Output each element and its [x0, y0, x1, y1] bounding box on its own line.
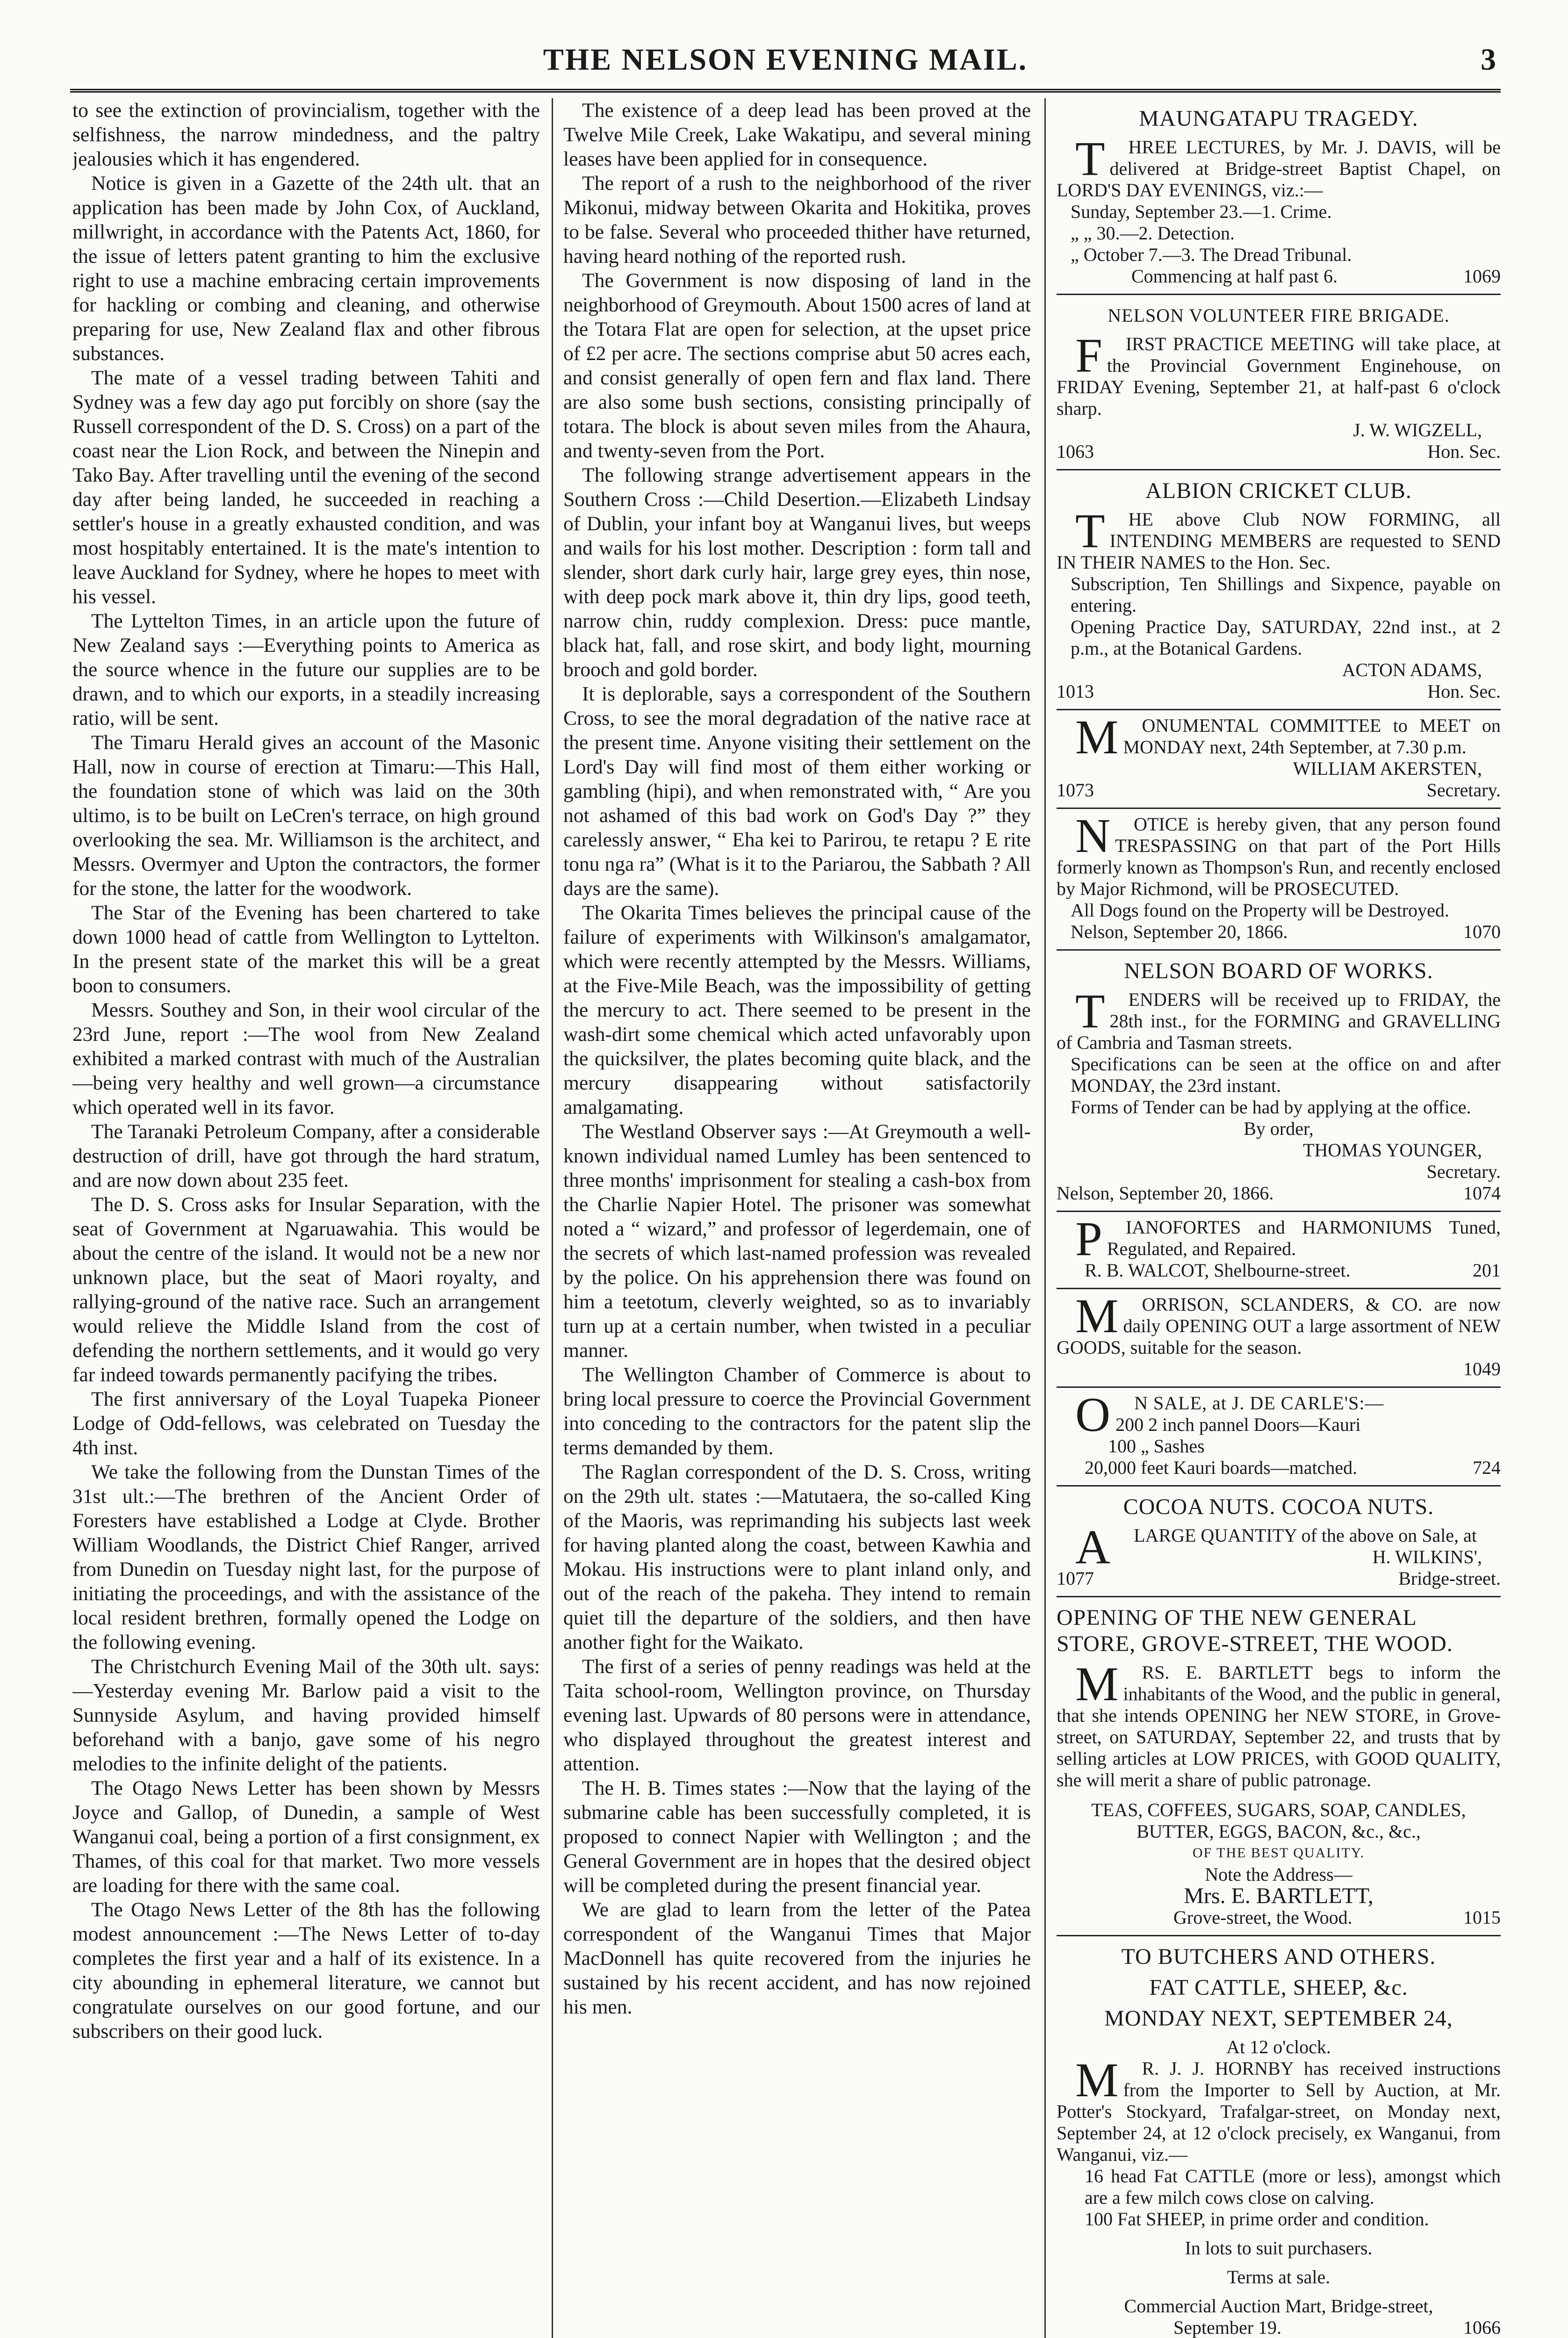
ad-footer: [1057, 266, 1501, 287]
drop-cap: N: [1075, 809, 1111, 863]
ad-morrison-sclanders: [1057, 1289, 1501, 1388]
ad-ref-number: 1049: [1463, 1358, 1501, 1379]
drop-cap: F: [1075, 329, 1102, 382]
advertisements-column: [1057, 98, 1501, 2338]
ad-line: 200 2 inch pannel Doors—Kauri: [1115, 1414, 1361, 1435]
ad-body: [1057, 1212, 1501, 1266]
ad-text: ORRISON, SCLANDERS, & CO. are now daily OPENING OUT a large assortment of NEW GOODS, suitable for the season.: [1057, 1294, 1501, 1358]
ad-text: ENDERS will be received up to FRIDAY, the 28th inst., for the FORMING and GRAVELLING of Cambria and Tasman streets.: [1057, 989, 1501, 1053]
news-paragraph: The first anniversary of the Loyal Tuapeka Pioneer Lodge of Odd-fellows, was celebrated on Tuesday the 4th inst.: [72, 1388, 540, 1459]
ad-line: All Dogs found on the Property will be Destroyed.: [1071, 900, 1449, 921]
drop-cap: T: [1075, 132, 1105, 186]
ad-line: 100 „ Sashes: [1108, 1436, 1205, 1457]
news-paragraph: The Star of the Evening has been chartered to take down 1000 head of cattle from Wellington to Lyttelton. In the present state of the market this will be a great boon to consumers.: [72, 902, 540, 997]
ad-line: 16 head Fat CATTLE (more or less), amongst which are a few milch cows close on calving.: [1085, 2165, 1501, 2208]
ad-body: [1057, 1289, 1501, 1358]
ad-ref-number: 1077: [1057, 1568, 1094, 1589]
column-divider: [552, 98, 553, 2338]
ad-heading: MAUNGATAPU TRAGEDY.: [1139, 106, 1418, 131]
column-divider: [1044, 98, 1046, 2338]
ad-text: R. J. J. HORNBY has received instructions from the Importer to Sell by Auction, at Mr. Potter's Stockyard, Trafalgar-street, on Monday next, September 24, at 12 o'clock precisely, ex Wanganui, from Wanganui, viz.—: [1057, 2058, 1501, 2165]
ad-ref-number: 724: [1473, 1457, 1501, 1478]
news-paragraph: Notice is given in a Gazette of the 24th ult. that an application has been made by John Cox, of Auckland, millwright, in accordance with the Patents Act, 1860, for the issue of letters patent granting to him the exclusive right to use a machine embracing certain improvements for hackling or combing and cleaning, and otherwise preparing for use, New Zealand flax and other fibrous substances.: [72, 172, 540, 365]
ad-signer: H. WILKINS',: [1372, 1546, 1482, 1567]
drop-cap: P: [1075, 1212, 1102, 1266]
ad-heading: TO BUTCHERS AND OTHERS.: [1121, 1944, 1436, 1969]
ad-text: LARGE QUANTITY of the above on Sale, at: [1134, 1525, 1477, 1546]
news-paragraph: The Raglan correspondent of the D. S. Cross, writing on the 29th ult. states :—Matutaera, the so-called King of the Maoris, was reprimanding his subjects last week for having planted along the coast, between Kawhia and Mokau. His instructions were to plant inland only, and out of the reach of the pakeha. They intend to remain quiet till the departure of the soldiers, and then have another fight for the Waikato.: [563, 1461, 1031, 1653]
lecture-line: „ „ 30.—2. Detection.: [1071, 223, 1235, 244]
ad-signer-title: Hon. Sec.: [1427, 441, 1501, 462]
ad-footer: [1057, 1260, 1501, 1281]
news-paragraph: The Timaru Herald gives an account of the Masonic Hall, now in course of erection at Timaru:—This Hall, the foundation stone of which was laid on the 30th ultimo, is to be built on LeCren's terrace, on high ground overlooking the sea. Mr. Williamson is the architect, and Messrs. Overmyer and Upton the contractors, the former for the stone, the latter for the woodwork.: [72, 731, 540, 900]
ad-line: Specifications can be seen at the office on and after MONDAY, the 23rd instant.: [1071, 1054, 1501, 1096]
ad-heading: COCOA NUTS. COCOA NUTS.: [1123, 1494, 1434, 1519]
ad-lots: In lots to suit purchasers.: [1185, 2237, 1373, 2259]
ad-text: RS. E. BARTLETT begs to inform the inhabitants of the Wood, and the public in general, that she intends OPENING her NEW STORE, in Grove-street, on SATURDAY, September 22, and trusts that by selling articles at LOW PRICES, with GOOD QUALITY, she will merit a share of public patronage.: [1057, 1662, 1501, 1790]
ad-footer: [1057, 441, 1501, 462]
ad-line: Subscription, Ten Shillings and Sixpence, payable on entering.: [1071, 573, 1501, 616]
news-paragraph: The following strange advertisement appears in the Southern Cross :—Child Desertion.—Elizabeth Lindsay of Dublin, your infant boy at Wanganui lives, but weeps and wails for his lost mother. Description : form tall and slender, short dark curly hair, large grey eyes, thin nose, with deep pock mark above it, thin dry lips, good teeth, narrow chin, ruddy complexion. Dress: puce mantle, black hat, fall, and rose skirt, and body light, mourning brooch and gold border.: [563, 464, 1031, 681]
page-number: 3: [1481, 43, 1496, 77]
ad-heading: OPENING OF THE NEW GENERAL STORE, GROVE-STREET, THE WOOD.: [1057, 1605, 1453, 1656]
ad-heading: ALBION CRICKET CLUB.: [1145, 478, 1412, 503]
ad-date: September 19.: [1173, 2317, 1282, 2338]
ad-ref-number: 1070: [1463, 921, 1501, 942]
ad-signer: ACTON ADAMS,: [1342, 659, 1482, 680]
ad-heading: NELSON VOLUNTEER FIRE BRIGADE.: [1108, 305, 1450, 326]
ad-name: Mrs. E. BARTLETT,: [1184, 1883, 1374, 1908]
drop-cap: M: [1075, 1289, 1119, 1343]
ad-ref-number: 1074: [1463, 1183, 1501, 1204]
drop-cap: M: [1075, 2053, 1119, 2107]
news-paragraph: The existence of a deep lead has been proved at the Twelve Mile Creek, Lake Wakatipu, and several mining leases have been applied for in consequence.: [563, 99, 1031, 170]
ad-footer: [1057, 1457, 1501, 1479]
news-paragraph: It is deplorable, says a correspondent of the Southern Cross, to see the moral degradation of the native race at the present time. Anyone visiting their settlement on the Lord's Day will find most of them either working or gambling (hipi), and when remonstrated with, “ Are you not ashamed of this bad work on God's Day ?” they carelessly answer, “ Eha kei to Parirou, te retapu ? E rite tonu nga ra” (What is it to the Pariarou, the Sabbath ? All days are the same).: [563, 683, 1031, 900]
ad-body: [1057, 132, 1501, 201]
ad-de-carle: [1057, 1388, 1501, 1487]
news-paragraph: We take the following from the Dunstan Times of the 31st ult.:—The brethren of the Ancient Order of Foresters have established a Lodge at Clyde. Brother William Woodlands, the District Chief Ranger, arrived from Dunedin on Tuesday night last, for the purpose of initiating the proceedings, and with the assistance of the local resident brethren, formally opened the Lodge on the following evening.: [72, 1461, 540, 1653]
ad-bartlett-store: [1057, 1597, 1501, 1936]
ad-text: N SALE, at J. DE CARLE'S:—: [1134, 1393, 1384, 1414]
ad-line: 100 Fat SHEEP, in prime order and condition.: [1085, 2208, 1429, 2230]
news-paragraph: to see the extinction of provincialism, together with the selfishness, the narrow mindedness, and the paltry jealousies which it has engendered.: [72, 99, 540, 170]
news-paragraph: The Lyttelton Times, in an article upon the future of New Zealand says :—Everything points to America as the source whence in the future our supplies are to be drawn, and to which our exports, in a steadily increasing ratio, will be sent.: [72, 610, 540, 729]
ad-subheading: MONDAY NEXT, SEPTEMBER 24,: [1104, 2006, 1453, 2031]
ad-signer: R. B. WALCOT, Shelbourne-street.: [1085, 1260, 1351, 1281]
ad-signer-title: Hon. Sec.: [1427, 681, 1501, 702]
news-paragraph: The Okarita Times believes the principal cause of the failure of experiments with Wilkinson's amalgamator, which were recently attempted by the Messrs. Williams, at the Five-Mile Beach, was the impossibility of getting the mercury to act. There seemed to be present in the wash-dirt some chemical which acted unfavorably upon the quicksilver, the plates becoming quite black, and the mercury disappearing without satisfactorily amalgamating.: [563, 902, 1031, 1118]
ad-goods: TEAS, COFFEES, SUGARS, SOAP, CANDLES, BUTTER, EGGS, BACON, &c., &c.,: [1091, 1799, 1466, 1842]
news-paragraph: The Christchurch Evening Mail of the 30th ult. says:—Yesterday evening Mr. Barlow paid a visit to the Sunnyside Asylum, and having provided himself beforehand with a banjo, gave some of his negro melodies to the infinite delight of the patients.: [72, 1655, 540, 1775]
newspaper-title: THE NELSON EVENING MAIL.: [543, 43, 1028, 77]
ad-text: ONUMENTAL COMMITTEE to MEET on MONDAY next, 24th September, at 7.30 p.m.: [1123, 715, 1501, 758]
news-paragraph: The mate of a vessel trading between Tahiti and Sydney was a few day ago put forcibly on shore (say the Russell correspondent of the D. S. Cross) on a part of the coast near the Lion Rock, and between the Ninepin and Tako Bay. After travelling until the evening of the second day after being landed, he succeeded in reaching a settler's house in a greatly exhausted condition, and was most hospitably entertained. It is the mate's intention to leave Auckland for Sydney, where he hopes to meet with his vessel.: [72, 367, 540, 608]
news-column-2: [563, 98, 1031, 2338]
ad-body: [1057, 809, 1501, 900]
ad-pianofortes: [1057, 1212, 1501, 1289]
ad-address: Grove-street, the Wood.: [1173, 1907, 1352, 1928]
ad-hornby-auction: [1057, 1936, 1501, 2338]
ad-line: 20,000 feet Kauri boards—matched.: [1085, 1457, 1358, 1478]
ad-ref-number: 1073: [1057, 779, 1094, 801]
drop-cap: T: [1075, 504, 1105, 558]
ad-ref-number: 1015: [1463, 1907, 1501, 1928]
ad-time: At 12 o'clock.: [1226, 2036, 1331, 2057]
news-paragraph: The report of a rush to the neighborhood of the river Mikonui, midway between Okarita and Hokitika, proves to be false. Several who proceeded thither have returned, having heard nothing of the reported rush.: [563, 172, 1031, 267]
ad-text: IANOFORTES and HARMONIUMS Tuned, Regulated, and Repaired.: [1107, 1217, 1501, 1259]
ad-signer: J. W. WIGZELL,: [1353, 419, 1482, 440]
news-paragraph: The Taranaki Petroleum Company, after a considerable destruction of drill, have got through the hard stratum, and are now down about 235 feet.: [72, 1120, 540, 1191]
ad-maungatapu-tragedy: [1057, 98, 1501, 295]
news-column-1: [72, 98, 540, 2338]
news-paragraph: We are glad to learn from the letter of the Patea correspondent of the Wanganui Times that Major MacDonnell has quite recovered from the injuries he sustained by his recent accident, and has now rejoined his men.: [563, 1898, 1031, 2018]
ad-mart: Commercial Auction Mart, Bridge-street,: [1124, 2295, 1433, 2316]
ad-signer: WILLIAM AKERSTEN,: [1293, 758, 1482, 779]
ad-quality: OF THE BEST QUALITY.: [1192, 1845, 1365, 1861]
news-paragraph: The Government is now disposing of land in the neighborhood of Greymouth. About 1500 acres of land at the Totara Flat are open for selection, at the upset price of £2 per acre. The sections comprise abut 50 acres each, and consist generally of open fern and flax land. There are also some bush sections, consisting principally of totara. The block is about seven miles from the Ahaura, and twenty-seven from the Port.: [563, 269, 1031, 462]
ad-body: [1057, 1657, 1501, 1791]
ad-body: [1057, 984, 1501, 1054]
ad-text: HE above Club NOW FORMING, all INTENDING MEMBERS are requested to SEND IN THEIR NAMES to the Hon. Sec.: [1057, 509, 1501, 573]
news-paragraph: Messrs. Southey and Son, in their wool circular of the 23rd June, report :—The wool from New Zealand exhibited a marked contrast with much of the Australian—being very healthy and well grown—a circumstance which operated well in its favor.: [72, 999, 540, 1118]
news-paragraph: The H. B. Times states :—Now that the laying of the submarine cable has been successfully completed, it is proposed to connect Napier with Wellington ; and the General Government are in hopes that the desired object will be completed during the present financial year.: [563, 1777, 1031, 1897]
ad-footer-text: Commencing at half past 6.: [1131, 266, 1338, 287]
ad-date: Nelson, September 20, 1866.: [1057, 1183, 1274, 1204]
ad-line: Opening Practice Day, SATURDAY, 22nd inst., at 2 p.m., at the Botanical Gardens.: [1071, 616, 1501, 659]
ad-order: By order,: [1244, 1118, 1314, 1139]
ad-ref-number: 1066: [1463, 2317, 1501, 2338]
ad-line: Forms of Tender can be had by applying at the office.: [1071, 1097, 1471, 1118]
ad-footer: [1057, 2317, 1501, 2338]
ad-footer: [1057, 779, 1501, 801]
news-paragraph: The Westland Observer says :—At Greymouth a well-known individual named Lumley has been sentenced to three months' imprisonment for stealing a cash-box from the Charlie Napier Hotel. The prisoner was somewhat noted a “ wizard,” and professor of legerdemain, one of the secrets of which last-named profession was revealed by the police. On his apprehension there was found on him a teetotum, cleverly weighted, so as to invariably turn up at a certain number, when twisted in a peculiar manner.: [563, 1120, 1031, 1362]
ad-text: IRST PRACTICE MEETING will take place, at the Provincial Government Enginehouse, on FRIDAY Evening, September 21, at half-past 6 o'clock sharp.: [1057, 333, 1501, 419]
ad-footer: [1057, 681, 1501, 702]
lecture-line: „ October 7.—3. The Dread Tribunal.: [1071, 244, 1352, 265]
ad-body: [1057, 504, 1501, 573]
ad-signer-title: Bridge-street.: [1398, 1568, 1501, 1589]
ad-footer: [1057, 1183, 1501, 1204]
news-paragraph: The first of a series of penny readings was held at the Taita school-room, Wellington province, on Thursday evening last. Upwards of 80 persons were in attendance, who displayed throughout the greatest interest and attention.: [563, 1655, 1031, 1775]
ad-ref-number: 1069: [1463, 266, 1501, 287]
ad-cocoa-nuts: [1057, 1487, 1501, 1597]
ad-text: OTICE is hereby given, that any person found TRESPASSING on that part of the Port Hills formerly known as Thompson's Run, and recently enclosed by Major Richmond, will be PROSECUTED.: [1057, 814, 1501, 899]
ad-footer: [1057, 1568, 1501, 1589]
news-paragraph: The Otago News Letter has been shown by Messrs Joyce and Gallop, of Dunedin, a sample of West Wanganui coal, being a portion of a first consignment, ex Thames, of this coal for that market. Two more vessels are loading for there with the same coal.: [72, 1777, 540, 1897]
ad-monumental-committee: [1057, 710, 1501, 809]
ad-footer: [1057, 1907, 1501, 1928]
ad-signer: THOMAS YOUNGER,: [1303, 1140, 1482, 1161]
ad-note: Note the Address—: [1205, 1864, 1352, 1885]
drop-cap: T: [1075, 984, 1105, 1038]
ad-ref-number: 201: [1473, 1260, 1501, 1281]
ad-date: Nelson, September 20, 1866.: [1071, 921, 1288, 942]
drop-cap: M: [1075, 1657, 1119, 1711]
ad-body: [1057, 2053, 1501, 2165]
masthead: [70, 19, 1501, 93]
ad-ref-number: 1063: [1057, 441, 1094, 462]
news-paragraph: The Otago News Letter of the 8th has the following modest announcement :—The News Letter of to-day completes the first year and a half of its existence. In a city abounding in ephemeral literature, we cannot but congratulate ourselves on our good fortune, and our subscribers on their good luck.: [72, 1898, 540, 2042]
news-paragraph: The D. S. Cross asks for Insular Separation, with the seat of Government at Ngaruawahia. This would be about the centre of the island. It would not be a new nor unknown place, but the seat of Maori royalty, and rallying-ground of the native race. Such an arrangement would relieve the Middle Island from the cost of defending the northern settlements, and it would go very far indeed towards permanently pacifying the tribes.: [72, 1193, 540, 1386]
ad-cricket-club: [1057, 470, 1501, 710]
ad-fire-brigade: [1057, 295, 1501, 470]
news-paragraph: The Wellington Chamber of Commerce is about to bring local pressure to coerce the Provincial Government into conceding to the contractors for the patent slip the terms demanded by them.: [563, 1364, 1031, 1459]
ad-signer-title: Secretary.: [1426, 779, 1501, 801]
ad-text: HREE LECTURES, by Mr. J. DAVIS, will be delivered at Bridge-street Baptist Chapel, on LORD'S DAY EVENINGS, viz.:—: [1057, 137, 1501, 201]
ad-heading: NELSON BOARD OF WORKS.: [1124, 959, 1433, 983]
drop-cap: M: [1075, 710, 1119, 764]
ad-trespass-notice: [1057, 809, 1501, 951]
drop-cap: O: [1075, 1388, 1111, 1442]
ad-body: [1057, 329, 1501, 419]
ad-signer-title: Secretary.: [1426, 1161, 1501, 1182]
ad-board-of-works: [1057, 951, 1501, 1212]
lecture-line: Sunday, September 23.—1. Crime.: [1071, 201, 1332, 222]
ad-footer: [1057, 921, 1501, 943]
ad-terms: Terms at sale.: [1227, 2266, 1331, 2287]
drop-cap: A: [1075, 1520, 1111, 1574]
ad-ref-number: 1013: [1057, 681, 1094, 702]
ad-subheading: FAT CATTLE, SHEEP, &c.: [1149, 1975, 1408, 2000]
ad-body: [1057, 710, 1501, 764]
